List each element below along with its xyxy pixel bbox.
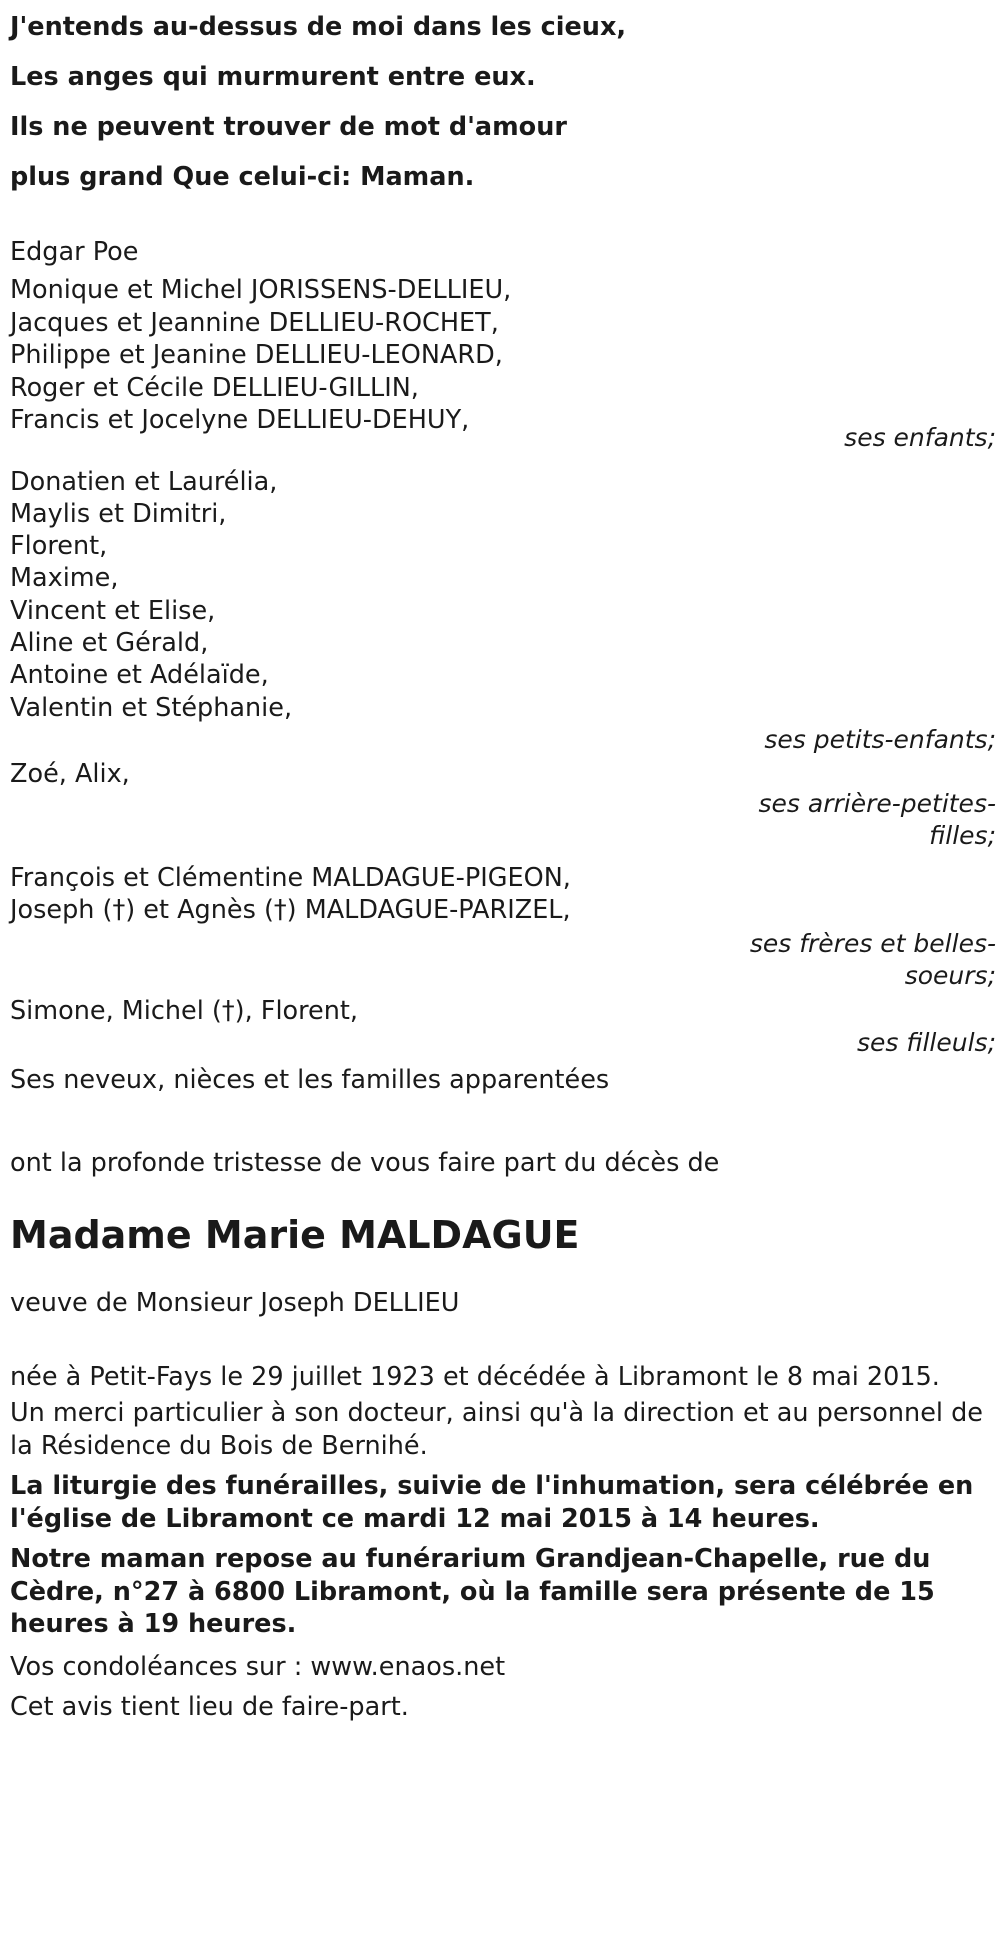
poem [10,0,996,202]
relatives-line: Ses neveux, nièces et les familles apparentées [10,1065,610,1096]
relation-label: ses petits-enfants; [764,724,996,754]
great-granddaughter-name: Zoé, Alix, [10,758,130,789]
children-group [10,274,996,454]
birth-death-paragraph: née à Petit-Fays le 29 juillet 1923 et décédée à Libramont le 8 mai 2015. [10,1362,940,1393]
poem-line: Les anges qui murmurent entre eux. [10,62,536,92]
relation-label: ses frères et belles- [749,928,996,958]
poem-line: plus grand Que celui-ci: Maman. [10,162,475,192]
condolences-line: Vos condoléances sur : www.enaos.net [10,1651,506,1682]
child-name: Philippe et Jeanine DELLIEU-LEONARD, [10,340,503,370]
grandchild-name: Antoine et Adélaïde, [10,660,269,691]
deceased-name: Madame Marie MALDAGUE [10,1213,580,1258]
grandchild-name: Donatien et Laurélia, [10,466,278,497]
poem-author: Edgar Poe [10,237,139,267]
widow-of-line: veuve de Monsieur Joseph DELLIEU [10,1288,460,1319]
grandchild-name: Vincent et Elise, [10,595,216,626]
grandchild-name: Valentin et Stéphanie, [10,692,293,723]
siblings-group [10,862,996,993]
funerarium-paragraph: Notre maman repose au funérarium Grandjean-Chapelle, rue du Cèdre, n°27 à 6800 Libramont, où la famille sera présente de 15 heures à 19 heures. [10,1544,935,1640]
grandchild-name: Maylis et Dimitri, [10,498,227,529]
sibling-name: Joseph (†) et Agnès (†) MALDAGUE-PARIZEL, [10,895,571,926]
obituary-notice [10,0,996,1727]
grandchild-name: Maxime, [10,563,119,594]
relation-label: soeurs; [904,961,996,991]
announcement-line: ont la profonde tristesse de vous faire part du décès de [10,1148,720,1179]
liturgy-paragraph: La liturgie des funérailles, suivie de l'inhumation, sera célébrée en l'église de Libramont ce mardi 12 mai 2015 à 14 heures. [10,1471,974,1534]
sibling-name: François et Clémentine MALDAGUE-PIGEON, [10,862,571,893]
child-name: Jacques et Jeannine DELLIEU-ROCHET, [10,307,499,338]
godchild-name: Simone, Michel (†), Florent, [10,995,359,1026]
poem-line: Ils ne peuvent trouver de mot d'amour [10,112,567,142]
poem-line: J'entends au-dessus de moi dans les cieux, [10,12,627,42]
notice-line: Cet avis tient lieu de faire-part. [10,1691,409,1722]
great-granddaughters-group [10,758,996,852]
child-name: Roger et Cécile DELLIEU-GILLIN, [10,372,419,403]
grandchild-name: Aline et Gérald, [10,627,209,658]
grandchildren-group [10,466,996,756]
relation-label: ses filleuls; [856,1028,996,1058]
child-name: Francis et Jocelyne DELLIEU-DEHUY, [10,405,470,435]
thanks-paragraph: Un merci particulier à son docteur, ainsi qu'à la direction et au personnel de la Résidence du Bois de Bernihé. [10,1398,983,1461]
grandchild-name: Florent, [10,531,108,562]
relation-label: ses enfants; [844,422,996,452]
child-name: Monique et Michel JORISSENS-DELLIEU, [10,275,512,305]
relation-label: ses arrière-petites- [758,788,996,818]
relation-label: filles; [929,820,996,850]
godchildren-group [10,995,996,1060]
